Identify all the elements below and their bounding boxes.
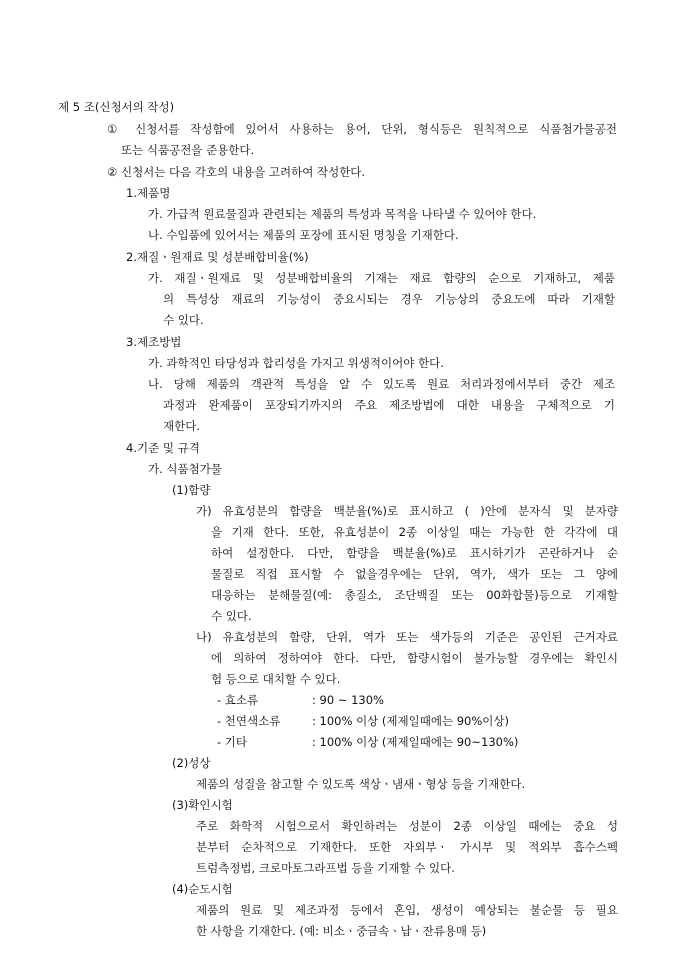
subsection-3-text-line-2: 분부터 순차적으로 기재한다. 또한 자외부ㆍ 가시부 및 적외부 흡수스펙 bbox=[196, 840, 618, 854]
subsection-2-title: (2)성상 bbox=[172, 756, 211, 770]
section-2-item-ga-line-3: 수 있다. bbox=[163, 313, 204, 327]
content-a-line-1: 가) 유효성분의 함량을 백분율(%)로 표시하고 ( )안에 분자식 및 분자량 bbox=[196, 504, 618, 518]
section-2-item-ga-line-1: 가. 재질ㆍ원재료 및 성분배합비율의 기재는 재료 함량의 순으로 기재하고, 제품 bbox=[148, 271, 615, 285]
subsection-3-text-line-1: 주로 화학적 시험으로서 확인하려는 성분이 2종 이상일 때에는 중요 성 bbox=[196, 819, 618, 833]
section-3-title: 3.제조방법 bbox=[126, 335, 182, 349]
section-3-item-na-line-1: 나. 당해 제품의 객관적 특성을 알 수 있도록 원료 처리과정에서부터 중간 제조 bbox=[148, 377, 615, 391]
spec-item-value: : 90 ~ 130% bbox=[312, 693, 384, 707]
section-3-item-na-line-3: 재한다. bbox=[163, 419, 200, 433]
section-3-item-ga: 가. 과학적인 타당성과 합리성을 가지고 위생적이어야 한다. bbox=[148, 356, 444, 370]
section-2-item-ga-line-2: 의 특성상 재료의 기능성이 중요시되는 경우 기능상의 중요도에 따라 기재할 bbox=[163, 292, 615, 306]
subsection-4-text-line-2: 한 사항을 기재한다. (예: 비소ㆍ중금속ㆍ납ㆍ잔류용매 등) bbox=[196, 924, 487, 938]
paragraph-1-line-1: ① 신청서를 작성함에 있어서 사용하는 용어, 단위, 형식등은 원칙적으로 식품첨가물공전 bbox=[107, 122, 617, 136]
content-a-line-3: 하여 설정한다. 다만, 함량을 백분율(%)로 표시하기가 곤란하거나 순 bbox=[211, 546, 618, 560]
subsection-1-title: (1)함량 bbox=[172, 483, 211, 497]
content-b-line-1: 나) 유효성분의 함량, 단위, 역가 또는 색가등의 기준은 공인된 근거자료 bbox=[196, 630, 618, 644]
subsection-2-text: 제품의 성질을 참고할 수 있도록 색상ㆍ냄새ㆍ형상 등을 기재한다. bbox=[196, 777, 526, 791]
section-2-title: 2.재질ㆍ원재료 및 성분배합비율(%) bbox=[126, 250, 309, 264]
paragraph-1-line-2: 또는 식품공전을 준용한다. bbox=[121, 143, 255, 157]
section-1-item-ga: 가. 가급적 원료물질과 관련되는 제품의 특성과 목적을 나타낼 수 있어야 한다. bbox=[148, 207, 537, 221]
section-4-item-ga: 가. 식품첨가물 bbox=[148, 462, 222, 476]
subsection-3-text-line-3: 트럼측정법, 크로마토그라프법 등을 기재할 수 있다. bbox=[196, 861, 455, 875]
subsection-4-text-line-1: 제품의 원료 및 제조과정 등에서 혼입, 생성이 예상되는 불순물 등 필요 bbox=[196, 903, 618, 917]
content-a-line-4: 물질로 직접 표시할 수 없을경우에는 단위, 역가, 색가 또는 그 양에 bbox=[211, 567, 618, 581]
section-1-item-na: 나. 수입품에 있어서는 제품의 포장에 표시된 명칭을 기재한다. bbox=[148, 228, 459, 242]
subsection-3-title: (3)확인시험 bbox=[172, 798, 233, 812]
spec-item-value: : 100% 이상 (제제일때에는 90%이상) bbox=[312, 714, 509, 728]
paragraph-2: ② 신청서는 다음 각호의 내용을 고려하여 작성한다. bbox=[107, 165, 366, 179]
spec-item-name: - 천연색소류 bbox=[217, 714, 281, 728]
content-a-line-6: 수 있다. bbox=[211, 609, 252, 623]
article-heading: 제 5 조(신청서의 작성) bbox=[58, 100, 175, 114]
content-a-line-5: 대응하는 분해물질(예: 총질소, 조단백질 또는 00화합물)등으로 기재할 bbox=[211, 588, 618, 602]
spec-item-value: : 100% 이상 (제제일때에는 90~130%) bbox=[312, 735, 519, 749]
section-1-title: 1.제품명 bbox=[126, 186, 171, 200]
spec-item-name: - 기타 bbox=[217, 735, 248, 749]
section-3-item-na-line-2: 과정과 완제품이 포장되기까지의 주요 제조방법에 대한 내용을 구체적으로 기 bbox=[163, 398, 615, 412]
subsection-4-title: (4)순도시험 bbox=[172, 882, 233, 896]
content-b-line-3: 험 등으로 대치할 수 있다. bbox=[211, 672, 341, 686]
content-b-line-2: 에 의하여 정하여야 한다. 다만, 함량시험이 불가능할 경우에는 확인시 bbox=[211, 651, 618, 665]
content-a-line-2: 을 기재 한다. 또한, 유효성분이 2종 이상일 때는 가능한 한 각각에 대 bbox=[211, 525, 618, 539]
spec-item-name: - 효소류 bbox=[217, 693, 259, 707]
section-4-title: 4.기준 및 규격 bbox=[126, 441, 200, 455]
